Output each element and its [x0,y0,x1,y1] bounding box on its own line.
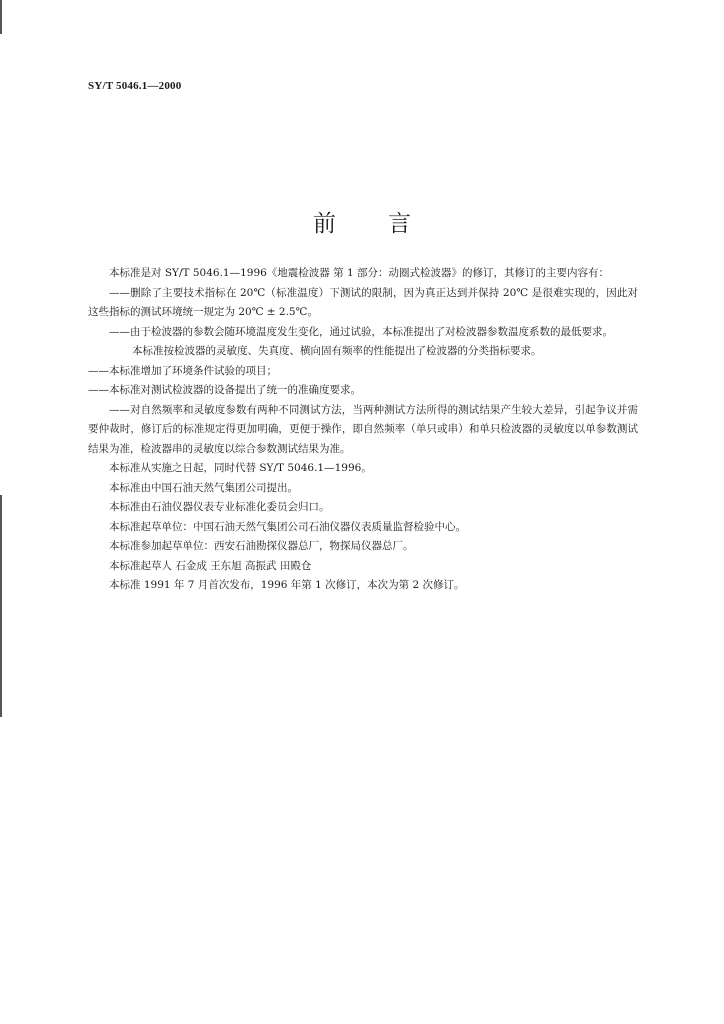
paragraph-temperature-limit: ——删除了主要技术指标在 20℃（标准温度）下测试的限制，因为真正达到并保持 20℃ 是很难实现的，因此对这些指标的测试环境统一规定为 20℃ ± 2.5℃。 [88,286,638,318]
foreword-body [88,264,638,596]
paragraph-drafting-unit: 本标准起草单位：中国石油天然气集团公司石油仪器仪表质量监督检验中心。 [109,520,466,533]
paragraph-environment-tests: ——本标准增加了环境条件试验的项目； [88,364,277,377]
paragraph-temperature-coefficient: ——由于检波器的参数会随环境温度发生变化，通过试验，本标准提出了对检波器参数温度系数的最低要求。 [109,325,613,338]
document-code: SY/T 5046.1—2000 [88,80,182,92]
paragraph-replacement: 本标准从实施之日起，同时代替 SY/T 5046.1—1996。 [109,462,372,474]
paragraph-classification: 本标准按检波器的灵敏度、失真度、横向固有频率的性能提出了检波器的分类指标要求。 [132,345,542,357]
paragraph-drafters: 本标准起草人 石金成 王东旭 高振武 田殿仓 [109,559,312,572]
paragraph-equipment-accuracy: ——本标准对测试检波器的设备提出了统一的准确度要求。 [88,384,361,396]
paragraph-participating-units: 本标准参加起草单位：西安石油勘探仪器总厂，物探局仪器总厂。 [109,540,414,552]
page-edge-mark-middle [0,495,2,717]
paragraph-centralized-by: 本标准由石油仪器仪表专业标准化委员会归口。 [109,501,330,513]
paragraph-test-methods: ——对自然频率和灵敏度参数有两种不同测试方法，当两种测试方法所得的测试结果产生较大差异，引起争议并需要仲裁时，修订后的标准规定得更加明确，更便于操作，即自然频率（单只或串）和单只检波器的灵敏度以单参数测试结果为准，检波器串的灵敏度以综合参数测试结果为准。 [88,403,638,455]
paragraph-history: 本标准 1991 年 7 月首次发布，1996 年第 1 次修订，本次为第 2 次修订。 [109,579,465,591]
page-title: 前言 [313,211,463,237]
paragraph-proposer: 本标准由中国石油天然气集团公司提出。 [109,481,298,494]
page-edge-mark-top [0,0,2,34]
paragraph-intro: 本标准是对 SY/T 5046.1—1996《地震检波器 第 1 部分：动圈式检波器》的修订，其修订的主要内容有： [109,267,609,279]
